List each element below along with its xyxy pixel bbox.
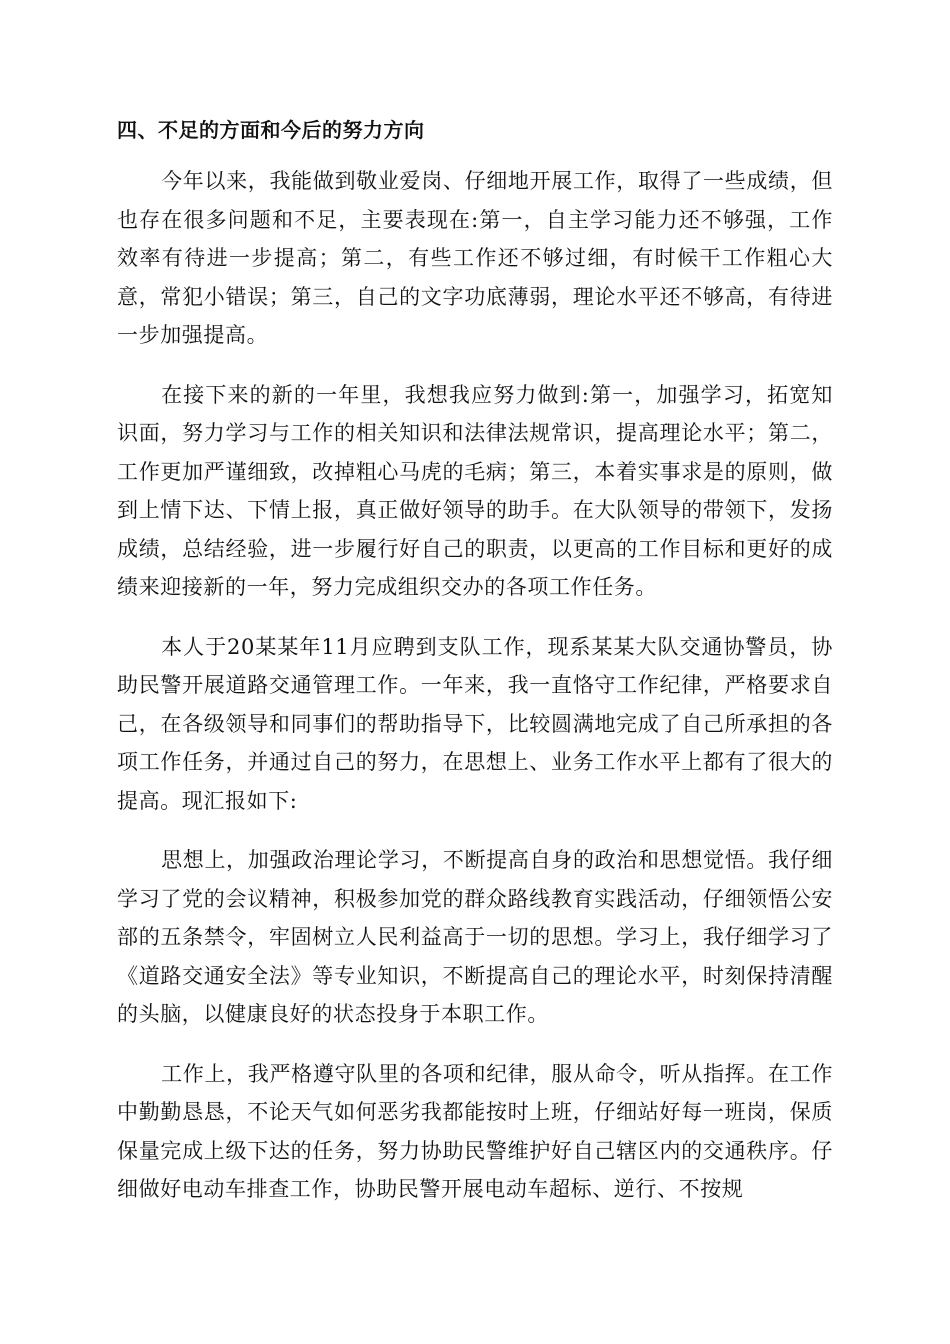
paragraph-ideology: 思想上，加强政治理论学习，不断提高自身的政治和思想觉悟。我仔细学习了党的会议精神，积极参加党的群众路线教育实践活动，仔细领悟公安部的五条禁令，牢固树立人民利益高于一切的思想。学习上，我仔细学习了《道路交通安全法》等专业知识，不断提高自己的理论水平，时刻保持清醒的头脑，以健康良好的状态投身于本职工作。 <box>117 848 833 1026</box>
paragraph-shortcomings: 今年以来，我能做到敬业爱岗、仔细地开展工作，取得了一些成绩，但也存在很多问题和不足，主要表现在:第一，自主学习能力还不够强，工作效率有待进一步提高；第二，有些工作还不够过细，有时候干工作粗心大意，常犯小错误；第三，自己的文字功底薄弱，理论水平还不够高，有待进一步加强提高。 <box>117 169 833 347</box>
paragraph-next-year-plan: 在接下来的新的一年里，我想我应努力做到:第一，加强学习，拓宽知识面，努力学习与工作的相关知识和法律法规常识，提高理论水平；第二，工作更加严谨细致，改掉粗心马虎的毛病；第三，本着实事求是的原则，做到上情下达、下情上报，真正做好领导的助手。在大队领导的带领下，发扬成绩，总结经验，进一步履行好自己的职责，以更高的工作目标和更好的成绩来迎接新的一年，努力完成组织交办的各项工作任务。 <box>117 382 833 599</box>
paragraph-self-introduction: 本人于20某某年11月应聘到支队工作，现系某某大队交通协警员，协助民警开展道路交通管理工作。一年来，我一直恪守工作纪律，严格要求自己，在各级领导和同事们的帮助指导下，比较圆满地完成了自己所承担的各项工作任务，并通过自己的努力，在思想上、业务工作水平上都有了很大的提高。现汇报如下: <box>117 634 833 813</box>
paragraph-work: 工作上，我严格遵守队里的各项和纪律，服从命令，听从指挥。在工作中勤勤恳恳，不论天气如何恶劣我都能按时上班，仔细站好每一班岗，保质保量完成上级下达的任务，努力协助民警维护好自己辖区内的交通秩序。仔细做好电动车排查工作，协助民警开展电动车超标、逆行、不按规 <box>117 1061 833 1201</box>
section-heading: 四、不足的方面和今后的努力方向 <box>117 118 425 142</box>
document-body <box>117 112 833 1230</box>
